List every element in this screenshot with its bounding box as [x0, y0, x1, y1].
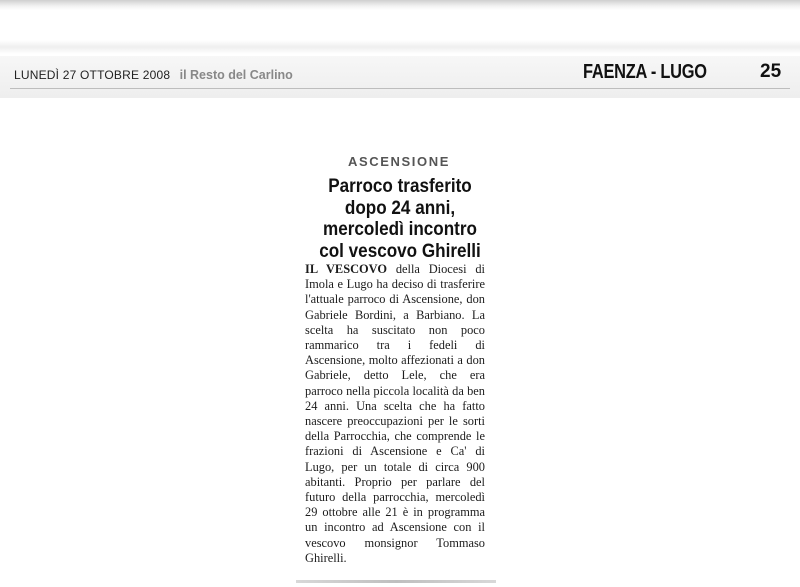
article-lead: IL VESCOVO: [305, 262, 388, 276]
issue-date: LUNEDÌ 27 OTTOBRE 2008: [14, 68, 171, 82]
scan-bottom-edge: [296, 580, 496, 583]
page-header-left: [14, 68, 293, 82]
page-number: 25: [760, 61, 782, 82]
header-rule: [10, 88, 790, 89]
scan-top-edge: [0, 0, 800, 10]
newspaper-name: il Resto del Carlino: [179, 68, 293, 82]
article-text: della Diocesi di Imola e Lugo ha deciso di trasferire l'attuale parroco di Ascensione, don Gabriele Bordini, a Barbiano. La scelta ha suscitato non poco rammarico tra i fedeli di Ascensione, molto affezionati a don Gabriele, detto Lele, che era parroco nella piccola località da ben 24 anni. Una scelta che ha fatto nascere preoccupazioni per le sorti della Parrocchia, che comprende le frazioni di Ascensione e Ca' di Lugo, per un totale di circa 900 abitanti. Proprio per parlare del futuro della parrocchia, mercoledì 29 ottobre alle 21 è in programma un incontro ad Ascensione con il vescovo monsignor Tommaso Ghirelli.: [305, 262, 485, 565]
article-kicker: ASCENSIONE: [348, 154, 450, 169]
article-body: [305, 262, 485, 566]
article-headline: Parroco trasferito dopo 24 anni, mercoledì incontro col vescovo Ghirelli: [319, 176, 481, 262]
section-title: FAENZA - LUGO: [583, 61, 707, 83]
scan-shadow: [0, 40, 800, 54]
